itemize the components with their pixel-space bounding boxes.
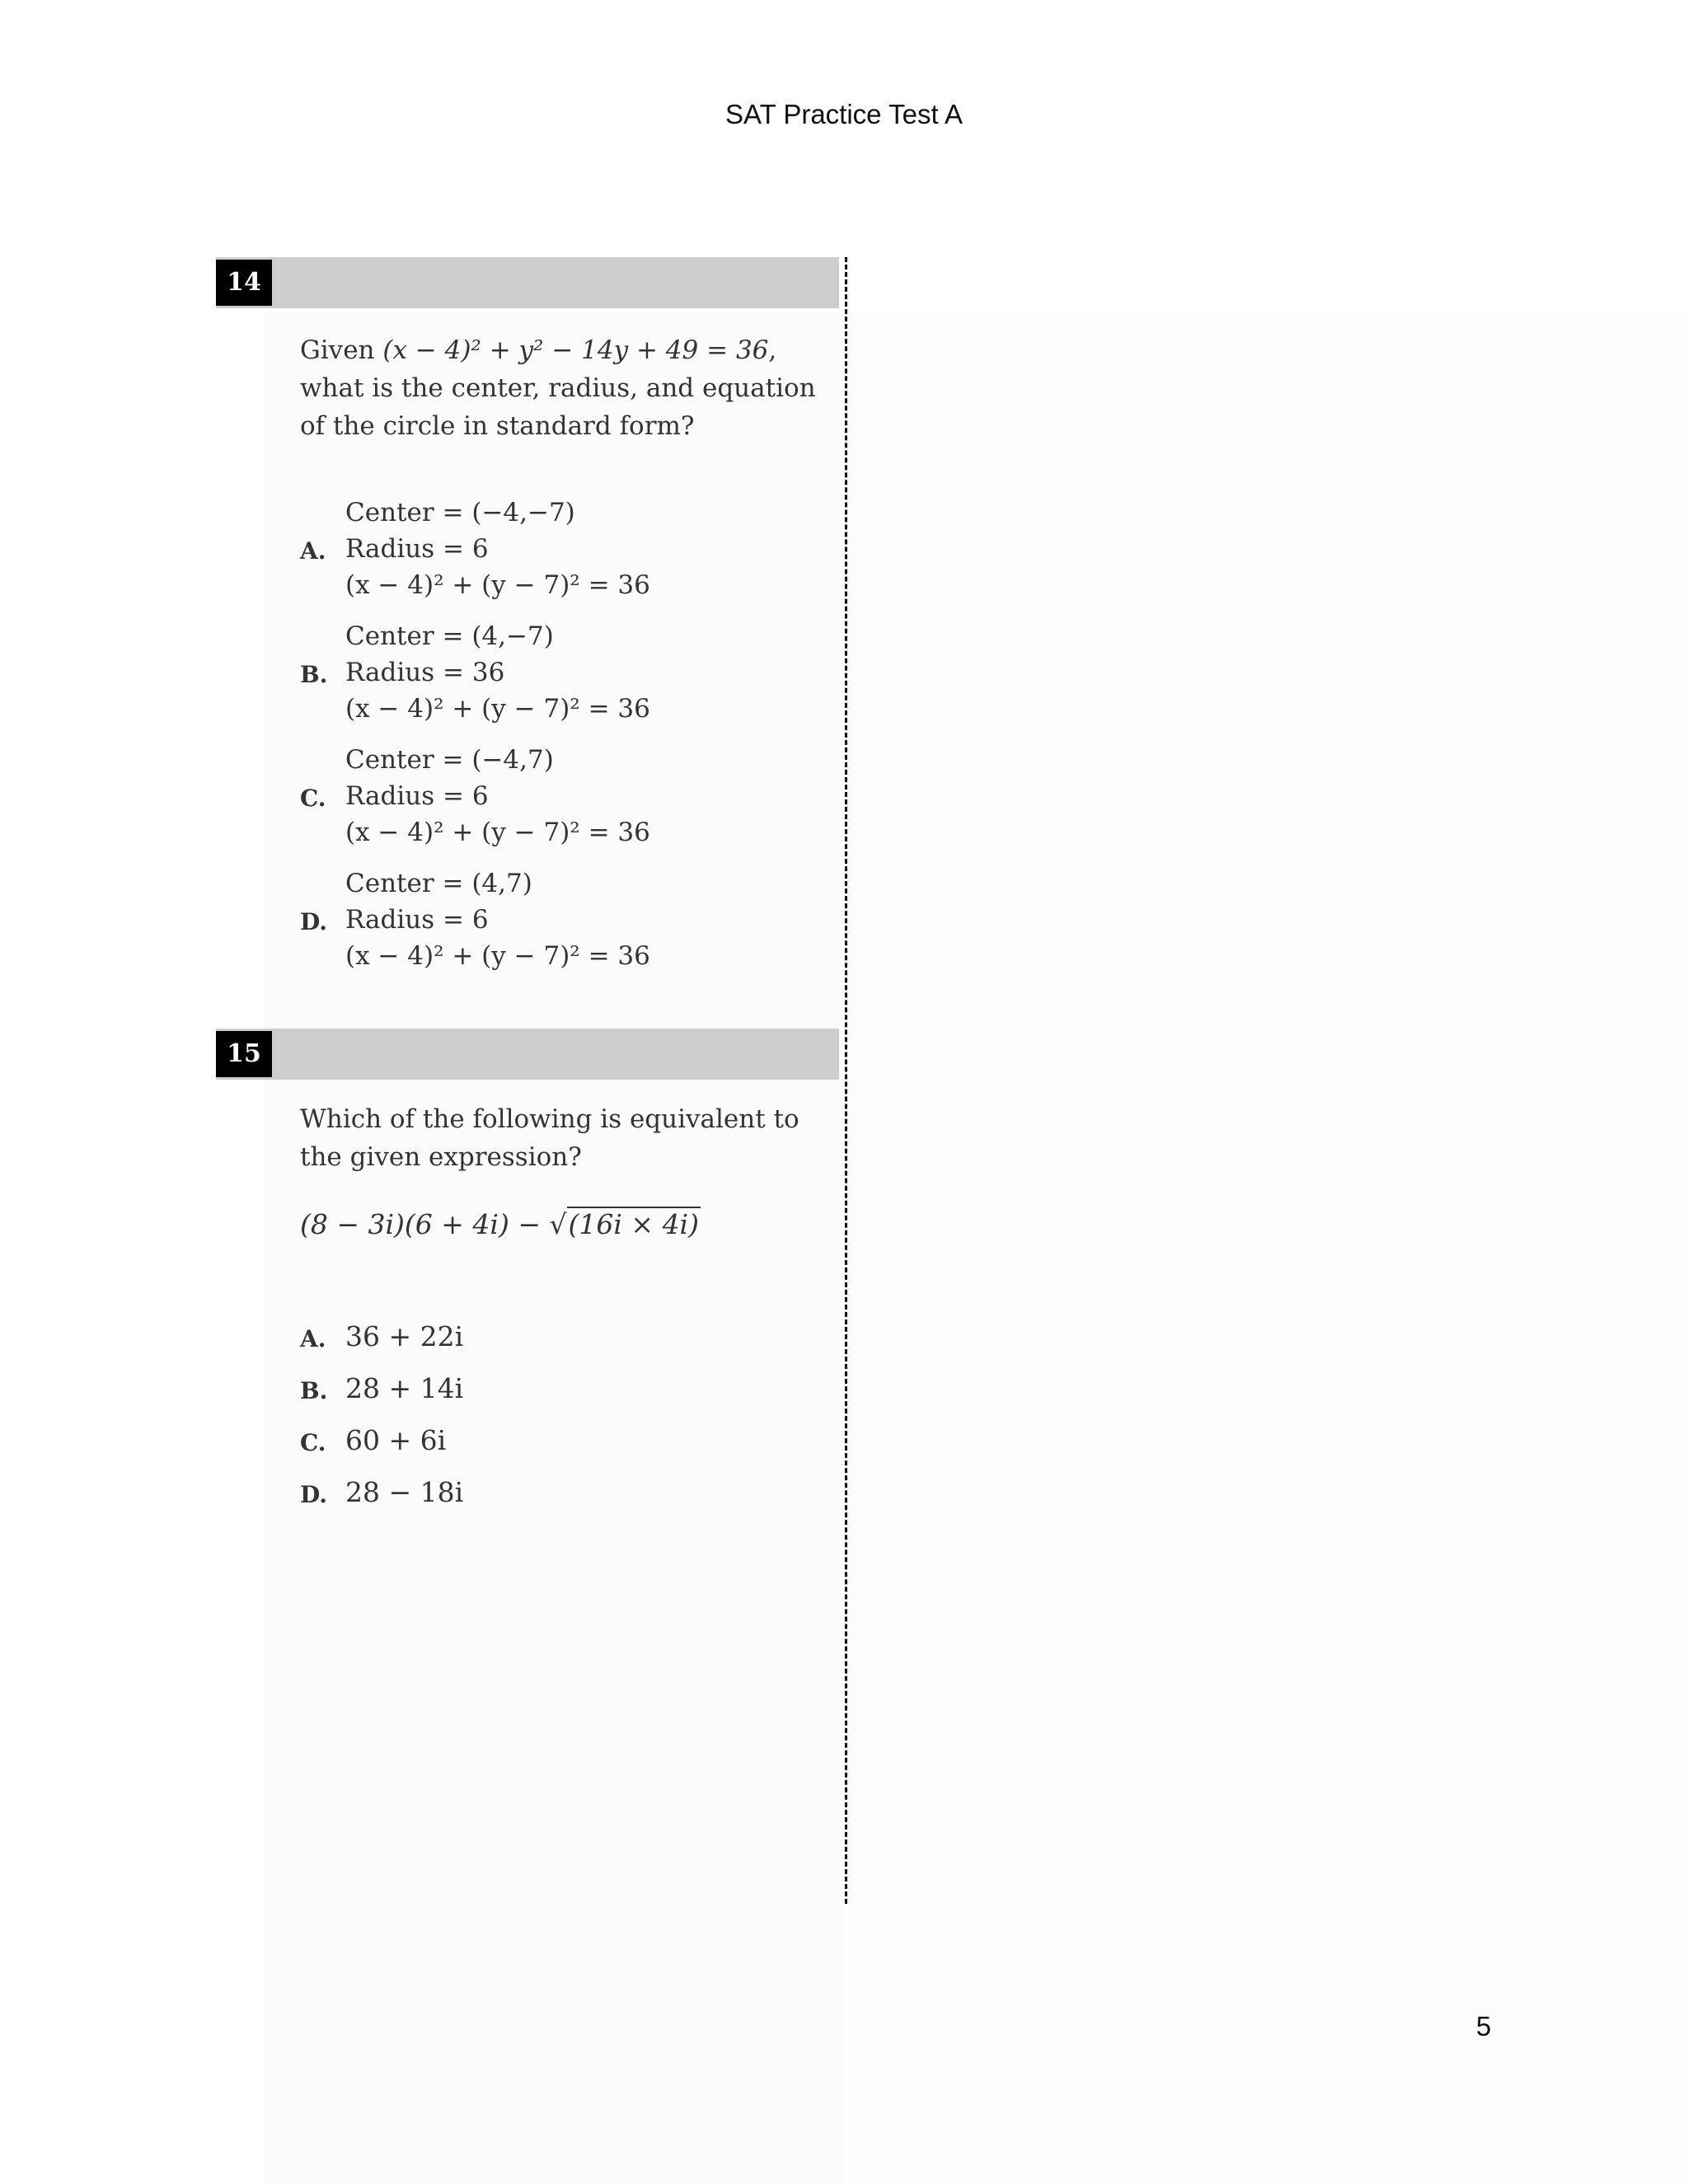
option-value: 28 − 18i xyxy=(345,1476,464,1508)
option-equation: (x − 4)² + (y − 7)² = 36 xyxy=(345,694,650,724)
option-letter: A. xyxy=(300,537,326,565)
option-letter: D. xyxy=(300,908,328,935)
question-14-header xyxy=(216,257,839,308)
option-equation: (x − 4)² + (y − 7)² = 36 xyxy=(345,818,650,847)
option-value: 60 + 6i xyxy=(345,1424,447,1456)
expression-lead: (8 − 3i)(6 + 4i) − xyxy=(300,1208,550,1240)
option-center: Center = (−4,7) xyxy=(345,745,554,775)
option-letter: D. xyxy=(300,1481,328,1508)
option-value: 36 + 22i xyxy=(345,1320,464,1352)
option-radius: Radius = 6 xyxy=(345,905,489,935)
option-radius: Radius = 6 xyxy=(345,781,489,811)
expression-radicand: (16i × 4i) xyxy=(568,1208,699,1240)
option-letter: C. xyxy=(300,785,326,812)
question-15-expression xyxy=(300,1208,701,1240)
option-letter: B. xyxy=(300,661,328,688)
prompt-tail: , what is the center, radius, and equation of the circle in standard form? xyxy=(300,335,816,441)
option-radius: Radius = 6 xyxy=(345,534,489,564)
question-14-prompt xyxy=(300,331,836,445)
question-15-header xyxy=(216,1029,839,1080)
question-15-prompt: Which of the following is equivalent to the given expression? xyxy=(300,1104,799,1172)
prompt-lead: Given xyxy=(300,335,383,365)
option-letter: A. xyxy=(300,1325,326,1352)
column-divider xyxy=(845,257,847,1904)
option-center: Center = (4,7) xyxy=(345,869,532,898)
option-center: Center = (4,−7) xyxy=(345,621,554,651)
option-value: 28 + 14i xyxy=(345,1372,464,1404)
prompt-equation: (x − 4)² + y² − 14y + 49 = 36 xyxy=(382,335,769,365)
option-letter: B. xyxy=(300,1377,328,1404)
scan-background-right xyxy=(849,313,1688,2184)
question-number: 15 xyxy=(216,1031,272,1077)
option-letter: C. xyxy=(300,1429,326,1456)
page-number: 5 xyxy=(1475,2011,1492,2041)
sqrt-symbol: √ xyxy=(549,1208,567,1240)
question-number: 14 xyxy=(216,260,272,306)
option-radius: Radius = 36 xyxy=(345,658,505,687)
page-header-title: SAT Practice Test A xyxy=(725,99,963,129)
option-equation: (x − 4)² + (y − 7)² = 36 xyxy=(345,941,650,971)
option-equation: (x − 4)² + (y − 7)² = 36 xyxy=(345,570,650,600)
option-center: Center = (−4,−7) xyxy=(345,498,575,527)
